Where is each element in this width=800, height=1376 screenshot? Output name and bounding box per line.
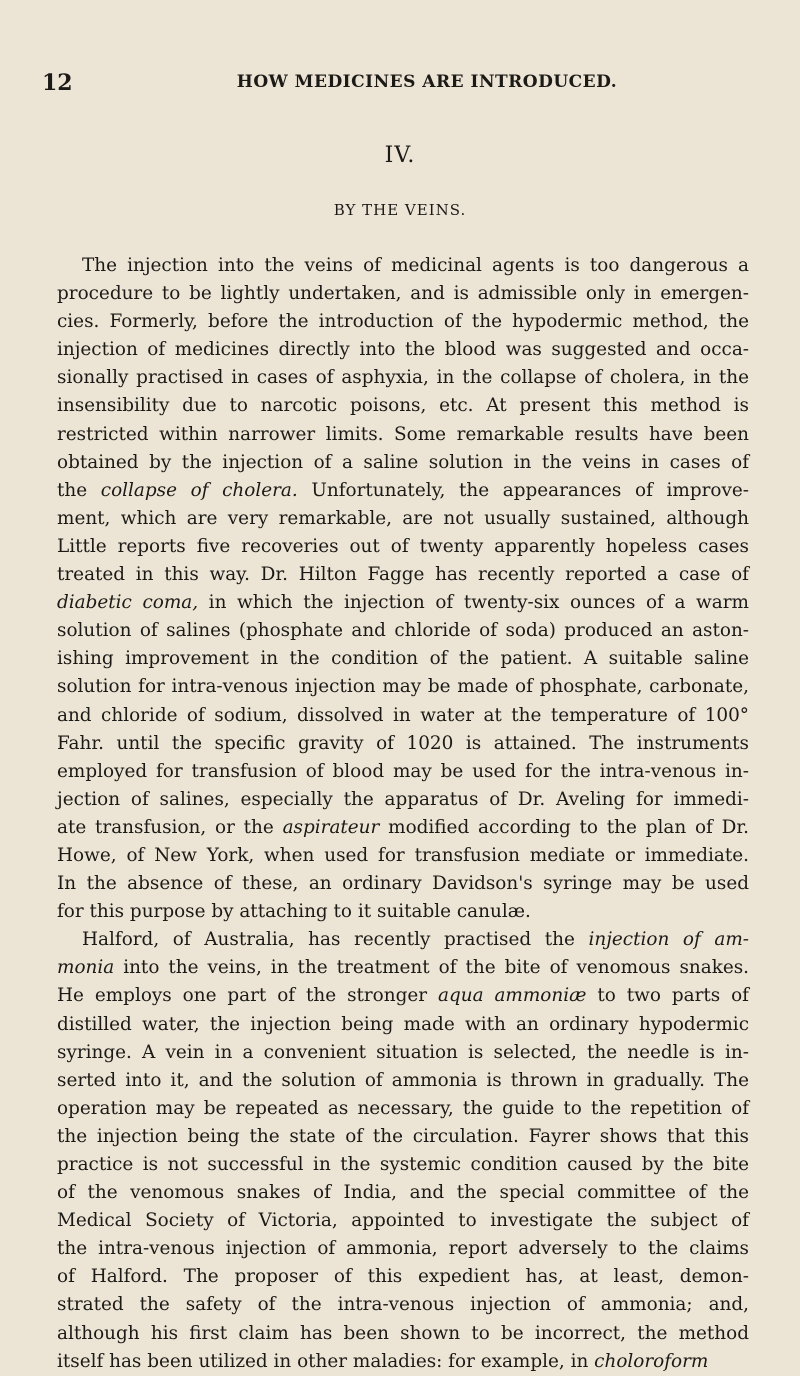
text-line: procedure to be lightly undertaken, and is admissible only in emergen- bbox=[57, 283, 749, 305]
text-line: the injection being the state of the circulation. Fayrer shows that this bbox=[57, 1125, 749, 1147]
text-line: employed for transfusion of blood may be used for the intra-venous in- bbox=[57, 760, 749, 782]
text-line: for this purpose by attaching to it suitable canulæ. bbox=[57, 901, 531, 923]
text-line: strated the safety of the intra-venous injection of ammonia; and, bbox=[57, 1294, 749, 1316]
text-run: ate transfusion, or the bbox=[57, 816, 283, 838]
text-line: of the venomous snakes of India, and the special committee of the bbox=[57, 1182, 749, 1204]
text-run: He employs one part of the stronger bbox=[57, 985, 438, 1007]
text-run: the bbox=[57, 479, 101, 501]
text-line: distilled water, the injection being made with an ordinary hypodermic bbox=[57, 1013, 749, 1035]
text-run: into the veins, in the treatment of the bite of venomous snakes. bbox=[114, 957, 749, 979]
text-run: modified according to the plan of Dr. bbox=[379, 816, 749, 838]
italic-phrase: diabetic coma, bbox=[57, 592, 199, 614]
text-line: obtained by the injection of a saline solution in the veins in cases of bbox=[57, 451, 749, 473]
text-line: ishing improvement in the condition of the patient. A suitable saline bbox=[57, 648, 749, 670]
text-run: itself has been utilized in other maladies: for example, in bbox=[57, 1350, 595, 1372]
italic-phrase: collapse of cholera. bbox=[100, 479, 298, 501]
italic-phrase: aspirateur bbox=[282, 816, 380, 838]
text-line: ment, which are very remarkable, are not usually sustained, although bbox=[57, 507, 749, 529]
page-number: 12 bbox=[42, 70, 73, 96]
text-line: Howe, of New York, when used for transfusion mediate or immediate. bbox=[57, 844, 749, 866]
text-line: Medical Society of Victoria, appointed to investigate the subject of bbox=[57, 1210, 749, 1232]
text-line: injection of medicines directly into the blood was suggested and occa- bbox=[57, 339, 749, 361]
text-line: the intra-venous injection of ammonia, report adversely to the claims bbox=[57, 1238, 749, 1260]
italic-phrase: choloroform bbox=[594, 1350, 709, 1372]
text-line: syringe. A vein in a convenient situation is selected, the needle is in- bbox=[57, 1041, 749, 1063]
section-number: IV. bbox=[384, 143, 416, 168]
text-line bbox=[57, 589, 749, 617]
running-title: HOW MEDICINES ARE INTRODUCED. bbox=[236, 72, 618, 92]
text-line: insensibility due to narcotic poisons, etc. At present this method is bbox=[57, 395, 749, 417]
text-line: The injection into the veins of medicinal agents is too dangerous a bbox=[82, 255, 749, 276]
section-title: BY THE VEINS. bbox=[333, 201, 467, 219]
italic-phrase: aqua ammoniæ bbox=[437, 985, 587, 1007]
text-line: treated in this way. Dr. Hilton Fagge has recently reported a case of bbox=[57, 564, 749, 586]
text-line bbox=[57, 926, 749, 954]
text-line bbox=[57, 477, 749, 505]
running-header bbox=[42, 70, 772, 100]
text-line bbox=[57, 982, 749, 1010]
italic-phrase: injection of am- bbox=[588, 929, 749, 951]
text-run: Unfortunately, the appearances of improve- bbox=[297, 479, 749, 501]
italic-phrase: monia bbox=[57, 957, 115, 979]
text-line: serted into it, and the solution of ammonia is thrown in gradually. The bbox=[57, 1069, 749, 1091]
text-line: and chloride of sodium, dissolved in water at the temperature of 100° bbox=[57, 704, 749, 726]
body-text bbox=[57, 252, 749, 1376]
text-line: jection of salines, especially the apparatus of Dr. Aveling for immedi- bbox=[57, 788, 749, 810]
text-line: sionally practised in cases of asphyxia, in the collapse of cholera, in the bbox=[57, 367, 749, 389]
text-line: of Halford. The proposer of this expedient has, at least, demon- bbox=[57, 1266, 749, 1288]
text-line: practice is not successful in the systemic condition caused by the bite bbox=[57, 1154, 749, 1175]
text-line bbox=[57, 1348, 749, 1376]
text-line: In the absence of these, an ordinary Davidson's syringe may be used bbox=[57, 873, 749, 895]
text-run: Halford, of Australia, has recently practised the bbox=[82, 929, 589, 951]
text-run: in which the injection of twenty-six ounces of a warm bbox=[198, 592, 749, 614]
text-line bbox=[57, 954, 749, 982]
text-line: operation may be repeated as necessary, the guide to the repetition of bbox=[57, 1097, 749, 1119]
text-line: restricted within narrower limits. Some remarkable results have been bbox=[57, 423, 749, 445]
text-line: Fahr. until the specific gravity of 1020 is attained. The instruments bbox=[57, 732, 749, 754]
text-line: although his first claim has been shown to be incorrect, the method bbox=[57, 1322, 749, 1344]
text-line bbox=[57, 814, 749, 842]
text-line: Little reports five recoveries out of twenty apparently hopeless cases bbox=[57, 535, 749, 557]
text-line: solution of salines (phosphate and chloride of soda) produced an aston- bbox=[57, 620, 749, 642]
text-run: to two parts of bbox=[586, 985, 749, 1007]
text-line: solution for intra-venous injection may be made of phosphate, carbonate, bbox=[57, 676, 749, 698]
text-line: cies. Formerly, before the introduction of the hypodermic method, the bbox=[57, 311, 749, 333]
